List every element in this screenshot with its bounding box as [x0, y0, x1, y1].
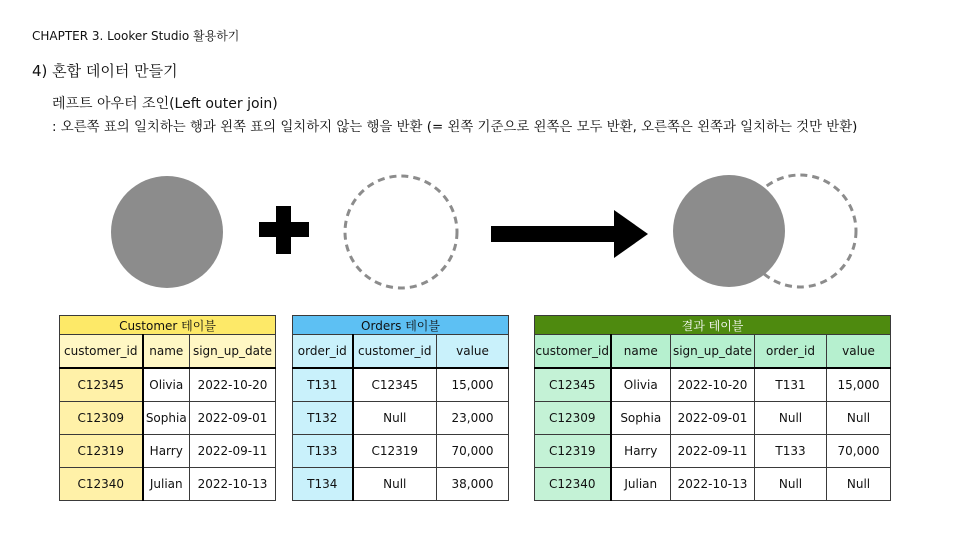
table-cell: 70,000 [827, 435, 891, 468]
chapter-title: CHAPTER 3. Looker Studio 활용하기 [32, 29, 240, 43]
table-row [293, 368, 509, 402]
column-header: value [827, 335, 891, 369]
table-cell: 15,000 [827, 368, 891, 402]
table-row [535, 468, 891, 501]
right-arrow-icon [491, 210, 648, 258]
table-cell: Null [827, 402, 891, 435]
table-row [60, 402, 276, 435]
table-row [535, 402, 891, 435]
table-cell: 38,000 [437, 468, 509, 501]
column-header: order_id [293, 335, 353, 369]
table-cell: 2022-09-01 [190, 402, 276, 435]
table-cell: C12345 [535, 368, 611, 402]
column-header: customer_id [353, 335, 437, 369]
column-header: sign_up_date [190, 335, 276, 369]
table-cell: Null [353, 468, 437, 501]
table-cell: C12319 [60, 435, 143, 468]
customer-table [59, 315, 276, 501]
table-cell: C12319 [353, 435, 437, 468]
table-cell: 2022-09-11 [671, 435, 755, 468]
section-title: 4) 혼합 데이터 만들기 [32, 62, 178, 80]
table-cell: T134 [293, 468, 353, 501]
table-cell: 2022-09-01 [671, 402, 755, 435]
table-cell: 2022-09-11 [190, 435, 276, 468]
filled-circle-icon [111, 176, 223, 288]
table-cell: 23,000 [437, 402, 509, 435]
table-cell: 2022-10-20 [671, 368, 755, 402]
table-cell: Null [353, 402, 437, 435]
table-row [535, 435, 891, 468]
table-cell: 70,000 [437, 435, 509, 468]
column-header: order_id [755, 335, 827, 369]
table-cell: 2022-10-13 [671, 468, 755, 501]
table-row [60, 468, 276, 501]
table-row [60, 368, 276, 402]
table-cell: Harry [143, 435, 190, 468]
column-header: customer_id [60, 335, 143, 369]
table-cell: C12345 [353, 368, 437, 402]
table-cell: Sophia [611, 402, 671, 435]
column-header: sign_up_date [671, 335, 755, 369]
table-row [293, 402, 509, 435]
result-table [534, 315, 891, 501]
table-cell: C12345 [60, 368, 143, 402]
column-header: name [611, 335, 671, 369]
table-cell: Olivia [143, 368, 190, 402]
table-cell: 15,000 [437, 368, 509, 402]
table-cell: T131 [293, 368, 353, 402]
table-cell: T132 [293, 402, 353, 435]
table-cell: C12309 [60, 402, 143, 435]
table-cell: Null [827, 468, 891, 501]
column-header: name [143, 335, 190, 369]
dashed-circle-icon [345, 176, 457, 288]
table-cell: T133 [293, 435, 353, 468]
column-header: value [437, 335, 509, 369]
orders-table [292, 315, 509, 501]
table-cell: Null [755, 402, 827, 435]
table-title: Orders 테이블 [293, 316, 509, 335]
table-cell: Null [755, 468, 827, 501]
table-row [293, 468, 509, 501]
plus-icon [259, 206, 309, 254]
table-title: Customer 테이블 [60, 316, 276, 335]
table-row [535, 368, 891, 402]
table-cell: 2022-10-13 [190, 468, 276, 501]
table-cell: C12340 [535, 468, 611, 501]
venn-overlap-icon [673, 175, 856, 287]
join-type-title: 레프트 아우터 조인(Left outer join) [52, 96, 278, 112]
table-cell: T133 [755, 435, 827, 468]
table-cell: Harry [611, 435, 671, 468]
table-cell: Julian [611, 468, 671, 501]
table-row [293, 435, 509, 468]
table-title: 결과 테이블 [535, 316, 891, 335]
table-cell: C12319 [535, 435, 611, 468]
table-cell: C12309 [535, 402, 611, 435]
column-header: customer_id [535, 335, 611, 369]
table-cell: C12340 [60, 468, 143, 501]
table-cell: Sophia [143, 402, 190, 435]
join-description: : 오른쪽 표의 일치하는 행과 왼쪽 표의 일치하지 않는 행을 반환 (= 왼쪽 기준으로 왼쪽은 모두 반환, 오른쪽은 왼쪽과 일치하는 것만 반환) [52, 120, 858, 135]
table-cell: 2022-10-20 [190, 368, 276, 402]
table-cell: Julian [143, 468, 190, 501]
table-cell: Olivia [611, 368, 671, 402]
table-cell: T131 [755, 368, 827, 402]
table-row [60, 435, 276, 468]
